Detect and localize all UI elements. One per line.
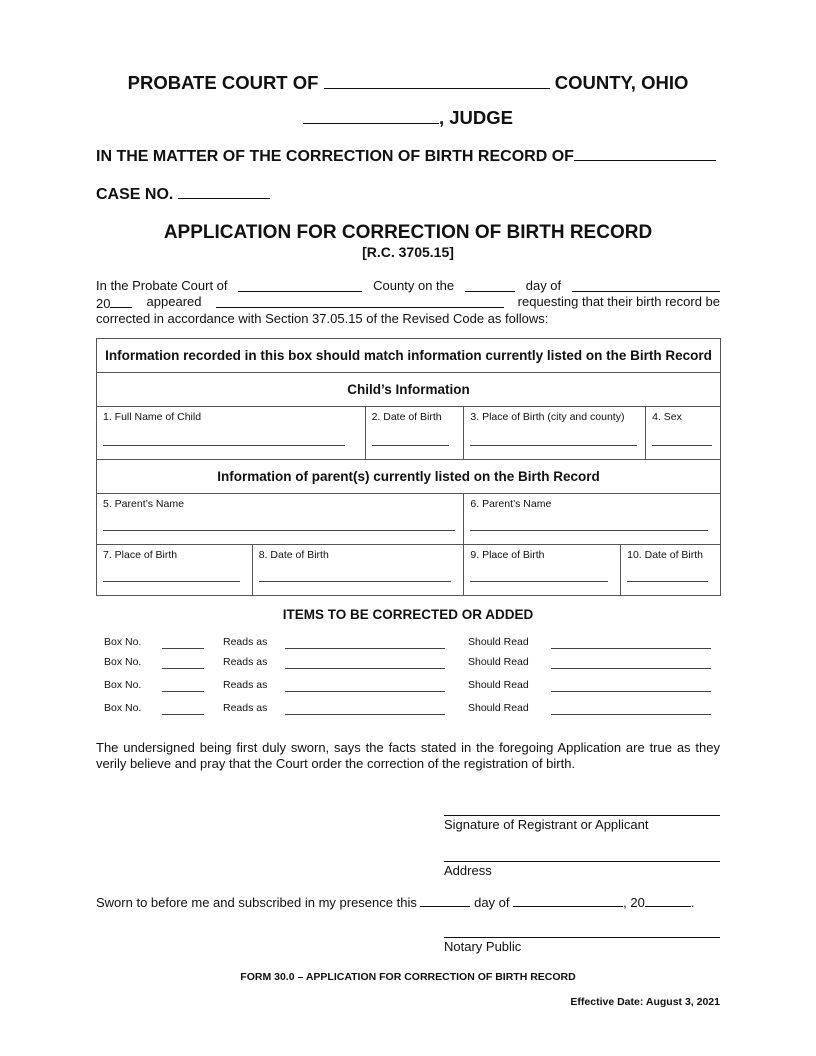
correction-row: [104, 656, 724, 670]
field-label: 6. Parent’s Name: [470, 498, 552, 510]
child-dob-field[interactable]: [365, 407, 464, 460]
intro-text: 20: [96, 295, 111, 311]
reads-as-label: Reads as: [223, 702, 268, 714]
sworn-statement: [96, 893, 694, 910]
box-no-blank[interactable]: [162, 680, 204, 692]
intro-applicant-blank[interactable]: [216, 294, 504, 308]
field-underline: [103, 581, 240, 582]
notary-line[interactable]: [444, 937, 720, 938]
should-read-label: Should Read: [468, 679, 529, 691]
intro-text: County on the: [373, 278, 455, 293]
correction-row: [104, 679, 724, 693]
field-label: 5. Parent’s Name: [103, 498, 184, 510]
parent-1-place-of-birth-field[interactable]: [97, 545, 253, 596]
parent-2-place-of-birth-field[interactable]: [464, 545, 621, 596]
parent-1-dob-field[interactable]: [252, 545, 464, 596]
child-name-field[interactable]: [97, 407, 366, 460]
birth-record-box: [96, 338, 721, 596]
box-no-blank[interactable]: [162, 657, 204, 669]
address-label: Address: [444, 863, 492, 878]
sworn-text: Sworn to before me and subscribed in my presence this: [96, 895, 417, 910]
address-line[interactable]: [444, 861, 720, 862]
judge-heading: [0, 107, 816, 129]
reads-as-label: Reads as: [223, 636, 268, 648]
box-no-label: Box No.: [104, 702, 142, 714]
field-label: 1. Full Name of Child: [103, 411, 202, 423]
field-label: 9. Place of Birth: [470, 549, 545, 561]
case-number-line: [96, 186, 270, 204]
court-heading: [0, 72, 816, 94]
county-blank[interactable]: [324, 88, 550, 89]
reads-as-blank[interactable]: [285, 637, 445, 649]
form-title: APPLICATION FOR CORRECTION OF BIRTH RECORD: [163, 222, 653, 243]
parent-2-dob-field[interactable]: [621, 545, 721, 596]
should-read-label: Should Read: [468, 702, 529, 714]
box-no-blank[interactable]: [162, 703, 204, 715]
field-underline: [103, 530, 455, 531]
should-read-blank[interactable]: [551, 657, 711, 669]
oath-paragraph: The undersigned being first duly sworn, says the facts stated in the foregoing Application are true as they verily believe and pray that the Court order the correction of the registration of birth.: [96, 740, 720, 771]
intro-text: corrected in accordance with Section 37.05.15 of the Revised Code as follows:: [96, 311, 549, 326]
parent-info-heading: Information of parent(s) currently listed on the Birth Record: [97, 460, 721, 494]
box-heading: Information recorded in this box should match information currently listed on the Birth Record: [97, 339, 721, 373]
signature-line[interactable]: [444, 815, 720, 816]
field-underline: [103, 445, 345, 446]
field-underline: [652, 445, 712, 446]
field-label: 10. Date of Birth: [627, 549, 703, 561]
intro-year-blank[interactable]: [110, 294, 132, 308]
intro-text: requesting that their birth record be: [517, 293, 720, 309]
intro-county-blank[interactable]: [238, 278, 362, 292]
court-suffix: COUNTY, OHIO: [554, 72, 689, 93]
matter-name-blank[interactable]: [574, 160, 716, 161]
parent-1-name-field[interactable]: [97, 494, 464, 545]
intro-day-blank[interactable]: [465, 278, 515, 292]
reads-as-label: Reads as: [223, 656, 268, 668]
should-read-blank[interactable]: [551, 680, 711, 692]
field-underline: [470, 530, 708, 531]
child-info-heading: Child’s Information: [97, 373, 721, 407]
intro-month-blank[interactable]: [572, 278, 720, 292]
form-footer: FORM 30.0 – APPLICATION FOR CORRECTION OF BIRTH RECORD: [240, 971, 576, 983]
field-label: 4. Sex: [652, 411, 682, 423]
effective-date: Effective Date: August 3, 2021: [570, 996, 720, 1008]
case-label: CASE NO.: [96, 186, 174, 203]
reads-as-blank[interactable]: [285, 657, 445, 669]
court-prefix: PROBATE COURT OF: [127, 72, 319, 93]
box-no-label: Box No.: [104, 636, 142, 648]
statute-reference: [R.C. 3705.15]: [362, 244, 454, 260]
should-read-label: Should Read: [468, 656, 529, 668]
correction-row: [104, 636, 724, 650]
box-no-label: Box No.: [104, 656, 142, 668]
field-label: 3. Place of Birth (city and county): [470, 411, 625, 423]
intro-text: appeared: [146, 293, 202, 309]
field-label: 8. Date of Birth: [258, 549, 329, 561]
field-underline: [627, 581, 708, 582]
signature-label: Signature of Registrant or Applicant: [444, 817, 649, 832]
case-number-blank[interactable]: [178, 198, 270, 199]
field-underline: [372, 445, 450, 446]
should-read-label: Should Read: [468, 636, 529, 648]
field-underline: [470, 445, 637, 446]
field-underline: [470, 581, 608, 582]
box-no-blank[interactable]: [162, 637, 204, 649]
sworn-month-blank[interactable]: [513, 893, 623, 907]
matter-label: IN THE MATTER OF THE CORRECTION OF BIRTH RECORD OF: [96, 148, 574, 165]
sworn-day-blank[interactable]: [420, 893, 470, 907]
should-read-blank[interactable]: [551, 637, 711, 649]
items-title: ITEMS TO BE CORRECTED OR ADDED: [282, 607, 534, 622]
sworn-text: day of: [474, 895, 510, 910]
judge-suffix: , JUDGE: [438, 107, 514, 128]
judge-blank[interactable]: [303, 123, 439, 124]
field-underline: [259, 581, 452, 582]
box-no-label: Box No.: [104, 679, 142, 691]
correction-row: [104, 702, 724, 716]
should-read-blank[interactable]: [551, 703, 711, 715]
intro-text: day of: [525, 278, 562, 293]
reads-as-label: Reads as: [223, 679, 268, 691]
notary-label: Notary Public: [444, 939, 522, 954]
reads-as-blank[interactable]: [285, 703, 445, 715]
reads-as-blank[interactable]: [285, 680, 445, 692]
intro-text: In the Probate Court of: [96, 278, 228, 293]
field-label: 2. Date of Birth: [371, 411, 442, 423]
matter-line: [96, 148, 716, 166]
sworn-text: .: [690, 895, 695, 910]
field-label: 7. Place of Birth: [103, 549, 178, 561]
parent-2-name-field[interactable]: [464, 494, 721, 545]
child-sex-field[interactable]: [646, 407, 721, 460]
sworn-year-blank[interactable]: [645, 893, 691, 907]
intro-paragraph: [96, 278, 720, 327]
sworn-text: , 20: [623, 895, 645, 910]
child-place-of-birth-field[interactable]: [464, 407, 646, 460]
